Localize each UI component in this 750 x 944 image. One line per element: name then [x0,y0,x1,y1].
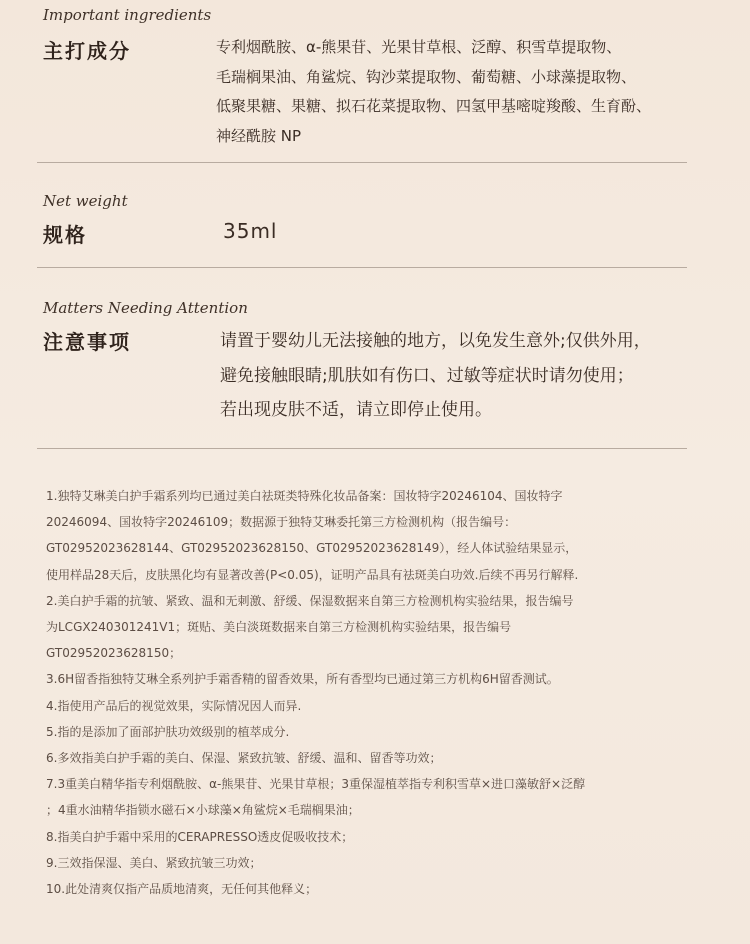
attention-text [220,324,730,428]
ingredients-en-title: Important ingredients [43,6,212,24]
footnote-line: 20246094、国妆特字20246109；数据源于独特艾琳委托第三方检测机构（报告编号： [46,515,517,530]
weight-cn-title: 规格 [43,223,87,247]
divider [37,162,687,163]
footnote-line: 7.3重美白精华指专利烟酰胺、α-熊果苷、光果甘草根；3重保湿植萃指专利积雪草×进口藻敏舒×泛醇 [46,777,586,792]
footnote-line: 为LCGX240301241V1；斑贴、美白淡斑数据来自第三方检测机构实验结果，报告编号 [46,620,512,635]
footnote-line: 9.三效指保湿、美白、紧致抗皱三功效； [46,855,262,870]
footnote-line: 8.指美白护手霜中采用的CERAPRESSO透皮促吸收技术； [46,829,354,844]
footnotes [46,483,736,902]
weight-en-title: Net weight [43,192,128,210]
footnote-line: 使用样品28天后，皮肤黑化均有显著改善(P<0.05)，证明产品具有祛斑美白功效.后续不再另行解释. [46,567,579,582]
ingredients-line: 毛瑞榈果油、角鲨烷、钩沙菜提取物、葡萄糖、小球藻提取物、 [216,67,637,86]
attention-en-title: Matters Needing Attention [43,299,248,317]
ingredients-list [216,33,736,151]
footnote-line: ；4重水油精华指锁水磁石×小球藻×角鲨烷×毛瑞榈果油； [46,803,360,818]
divider [37,448,687,449]
ingredients-line: 低聚果糖、果糖、拟石花菜提取物、四氢甲基嘧啶羧酸、生育酚、 [216,97,652,115]
footnote-line: 5.指的是添加了面部护肤功效级别的植萃成分. [46,724,290,739]
attention-line: 请置于婴幼儿无法接触的地方，以免发生意外;仅供外用， [220,331,651,351]
footnote-line: 2.美白护手霜的抗皱、紧致、温和无刺激、舒缓、保湿数据来自第三方检测机构实验结果，报告编号 [46,593,574,608]
ingredients-line: 专利烟酰胺、α-熊果苷、光果甘草根、泛醇、积雪草提取物、 [216,38,622,56]
divider [37,267,687,268]
footnote-line: GT02952023628150； [46,646,182,661]
ingredients-line: 神经酰胺 NP [216,126,302,145]
attention-cn-title: 注意事项 [43,330,131,354]
footnote-line: 1.独特艾琳美白护手霜系列均已通过美白祛斑类特殊化妆品备案：国妆特字20246104、国妆特字 [46,489,563,503]
weight-value: 35ml [223,219,278,243]
footnote-line: GT02952023628144、GT02952023628150、GT02952023628149），经人体试验结果显示， [46,541,578,556]
footnote-line: 3.6H留香指独特艾琳全系列护手霜香精的留香效果，所有香型均已通过第三方机构6H留香测试。 [46,672,559,687]
footnote-line: 4.指使用产品后的视觉效果，实际情况因人而异. [46,698,302,713]
footnote-line: 10.此处清爽仅指产品质地清爽，无任何其他释义； [46,882,318,897]
attention-line: 若出现皮肤不适，请立即停止使用。 [220,400,492,420]
ingredients-cn-title: 主打成分 [43,39,131,63]
attention-line: 避免接触眼睛;肌肤如有伤口、过敏等症状时请勿使用； [220,365,634,386]
footnote-line: 6.多效指美白护手霜的美白、保湿、紧致抗皱、舒缓、温和、留香等功效； [46,751,442,766]
